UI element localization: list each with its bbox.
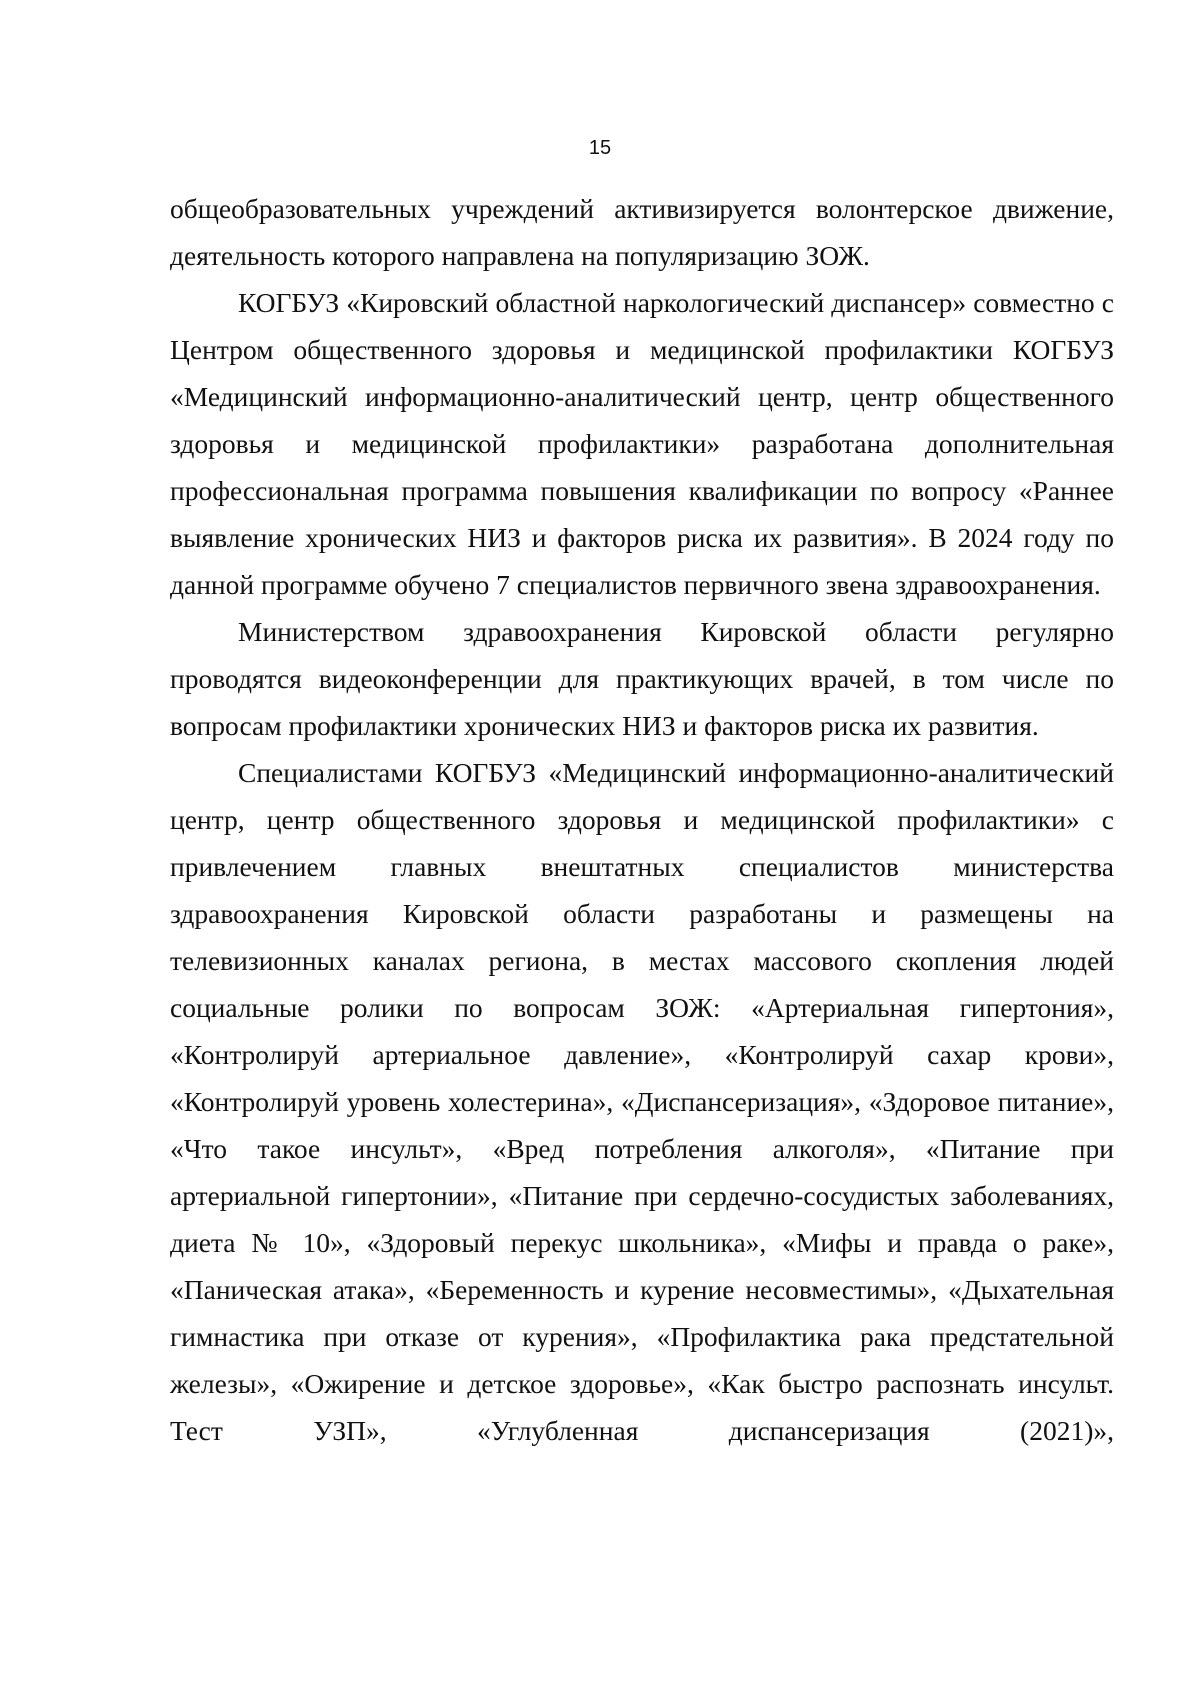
paragraph-videoconferences: Министерством здравоохранения Кировской области регулярно проводятся видеоконференции для практикующих врачей, в том числе по вопросам профилактики хронических НИЗ и факторов риска их развития.	[170, 616, 1114, 741]
paragraph-training-program: КОГБУЗ «Кировский областной наркологический диспансер» совместно с Центром общественного здоровья и медицинской профилактики КОГБУЗ «Медицинский информационно-аналитический центр, центр общественного здоровья и медицинской профилактики» разработана дополнительная профессиональная программа повышения квалификации по вопросу «Раннее выявление хронических НИЗ и факторов риска их развития». В 2024 году по данной программе обучено 7 специалистов первичного звена здравоохранения.	[170, 287, 1114, 600]
page-number: 15	[588, 137, 612, 159]
document-body	[170, 185, 1114, 1454]
paragraph-continuation: общеобразовательных учреждений активизируется волонтерское движение, деятельность которого направлена на популяризацию ЗОЖ.	[170, 193, 1114, 271]
paragraph-social-videos: Специалистами КОГБУЗ «Медицинский информационно-аналитический центр, центр общественного здоровья и медицинской профилактики» с привлечением главных внештатных специалистов министерства здравоохранения Кировской области разработаны и размещены на телевизионных каналах региона, в местах массового скопления людей социальные ролики по вопросам ЗОЖ: «Артериальная гипертония», «Контролируй артериальное давление», «Контролируй сахар крови», «Контролируй уровень холестерина», «Диспансеризация», «Здоровое питание», «Что такое инсульт», «Вред потребления алкоголя», «Питание при артериальной гипертонии», «Питание при сердечно-сосудистых заболеваниях, диета № 10», «Здоровый перекус школьника», «Мифы и правда о раке», «Паническая атака», «Беременность и курение несовместимы», «Дыхательная гимнастика при отказе от курения», «Профилактика рака предстательной железы», «Ожирение и детское здоровье», «Как быстро распознать инсульт. Тест УЗП», «Углубленная диспансеризация (2021)»,	[170, 757, 1114, 1446]
